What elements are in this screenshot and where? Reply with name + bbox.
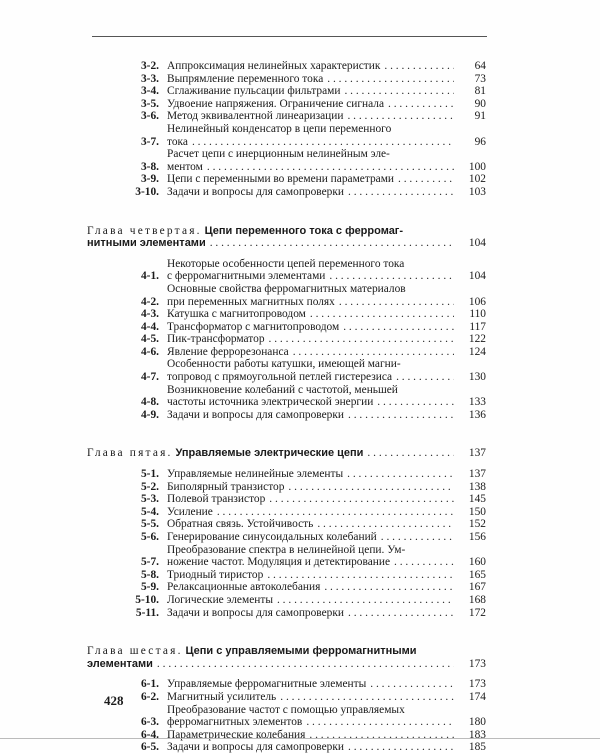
toc-entry[interactable] xyxy=(104,308,486,321)
section-title: Задачи и вопросы для самопроверки . . . xyxy=(167,186,454,199)
section-number: 5-7. xyxy=(140,556,159,569)
section-title: Метод эквивалентной линеаризации . . . xyxy=(167,110,454,123)
section-page: 81 xyxy=(474,85,486,98)
section-number: 5-10. xyxy=(135,593,159,606)
section-page: 183 xyxy=(468,728,486,741)
toc-entry[interactable] xyxy=(104,518,486,531)
section-title: Задачи и вопросы для самопроверки . . . xyxy=(167,409,454,422)
section-title: Сглаживание пульсации фильтрами . . . xyxy=(167,85,454,98)
section-page: 130 xyxy=(468,371,486,384)
section-page: 102 xyxy=(468,173,486,186)
toc-entry[interactable] xyxy=(104,569,486,582)
chapter-page: 173 xyxy=(468,657,486,670)
toc-entry[interactable] xyxy=(104,544,486,569)
section-title: Трансформатор с магнитопроводом . . . xyxy=(167,321,454,334)
section-title: Выпрямление переменного тока . . . xyxy=(167,73,454,86)
chapter-title: Цепи переменного тока с ферромаг- нитными элементами xyxy=(87,224,404,250)
section-number: 6-4. xyxy=(140,728,159,741)
section-page: 133 xyxy=(468,396,486,409)
toc-entry[interactable] xyxy=(104,729,486,742)
toc-entry[interactable] xyxy=(104,60,486,73)
section-gap xyxy=(104,619,486,631)
section-number: 4-1. xyxy=(140,270,159,283)
section-number: 3-2. xyxy=(140,60,159,72)
chapter-label: Глава шестая. xyxy=(87,645,183,658)
section-page: 173 xyxy=(468,678,486,691)
section-number: 5-8. xyxy=(140,568,159,581)
section-number: 5-6. xyxy=(140,531,159,543)
section-gap xyxy=(104,421,486,433)
toc-entry[interactable] xyxy=(104,493,486,506)
section-number: 6-1. xyxy=(140,678,159,691)
toc-entry[interactable] xyxy=(104,98,486,111)
section-number: 3-7. xyxy=(140,135,159,148)
toc-entry[interactable] xyxy=(104,531,486,544)
section-number: 6-5. xyxy=(140,741,159,754)
toc-entry[interactable] xyxy=(104,110,486,123)
section-title: Логические элементы . . . xyxy=(167,594,454,607)
chapter-title: Управляемые электрические цепи xyxy=(175,447,364,460)
section-number: 4-5. xyxy=(140,333,159,346)
section-title: Релаксационные автоколебания . . . xyxy=(167,581,454,594)
toc-entry[interactable] xyxy=(104,333,486,346)
table-of-contents xyxy=(87,60,486,754)
section-title: Пик-трансформатор . . . xyxy=(167,333,454,346)
section-title: Некоторые особенности цепей переменного тока с ферромагнитными элементами . . . xyxy=(167,258,454,283)
section-title: Удвоение напряжения. Ограничение сигнала . . . xyxy=(167,98,454,111)
section-page: 138 xyxy=(468,480,486,493)
section-page: 106 xyxy=(468,295,486,308)
section-page: 122 xyxy=(468,333,486,346)
section-number: 5-1. xyxy=(140,468,159,481)
section-page: 167 xyxy=(468,581,486,594)
section-number: 3-3. xyxy=(140,72,159,85)
chapter-label: Глава пятая. xyxy=(87,447,173,460)
toc-entry[interactable] xyxy=(104,468,486,481)
section-title: Задачи и вопросы для самопроверки . . . xyxy=(167,741,454,754)
section-number: 4-8. xyxy=(140,396,159,409)
chapter-page: 137 xyxy=(468,447,486,460)
section-page: 96 xyxy=(474,135,486,148)
section-page: 64 xyxy=(474,60,486,72)
toc-entry[interactable] xyxy=(104,123,486,148)
toc-entry[interactable] xyxy=(104,594,486,607)
section-title: Задачи и вопросы для самопроверки . . . xyxy=(167,607,454,620)
section-number: 4-3. xyxy=(140,308,159,321)
section-title: Цепи с переменными во времени параметрами . . . xyxy=(167,173,454,186)
section-page: 103 xyxy=(468,185,486,198)
section-number: 3-4. xyxy=(140,85,159,98)
section-title: Усиление . . . xyxy=(167,506,454,519)
section-page: 180 xyxy=(468,716,486,729)
section-number: 4-2. xyxy=(140,295,159,308)
section-page: 165 xyxy=(468,568,486,581)
toc-entry[interactable] xyxy=(104,409,486,422)
chapter-title: Цепи с управляемыми ферромагнитными элементами xyxy=(87,645,417,670)
section-page: 145 xyxy=(468,493,486,506)
toc-entry[interactable] xyxy=(104,186,486,199)
section-title: Преобразование спектра в нелинейной цепи. Ум- ножение частот. Модуляция и детектирование . . . xyxy=(167,544,454,569)
toc-entry[interactable] xyxy=(104,321,486,334)
section-title: Преобразование частот с помощью управляемых ферромагнитных элементов . . . xyxy=(167,704,454,729)
section-number: 5-11. xyxy=(135,606,159,619)
section-title: Катушка с магнитопроводом . . . xyxy=(167,308,454,321)
section-page: 91 xyxy=(474,110,486,123)
chapter-heading[interactable] xyxy=(87,225,486,250)
section-gap xyxy=(104,199,486,211)
chapter-title-block xyxy=(87,225,454,250)
section-number: 3-9. xyxy=(140,173,159,186)
section-page: 100 xyxy=(468,160,486,173)
section-title: Основные свойства ферромагнитных материалов при переменных магнитных полях . . . xyxy=(167,283,454,308)
toc-entry[interactable] xyxy=(104,481,486,494)
section-number: 4-9. xyxy=(140,408,159,421)
section-page: 136 xyxy=(468,408,486,421)
bottom-edge xyxy=(0,738,600,739)
chapter-heading[interactable] xyxy=(87,447,486,460)
toc-entry[interactable] xyxy=(104,741,486,754)
section-title: Возникновение колебаний с частотой, меньшей частоты источника электрической энергии . . . xyxy=(167,384,454,409)
toc-entry[interactable] xyxy=(104,607,486,620)
toc-entry[interactable] xyxy=(104,704,486,729)
section-title: Полевой транзистор . . . xyxy=(167,493,454,506)
section-page: 185 xyxy=(468,741,486,754)
section-number: 5-4. xyxy=(140,505,159,518)
section-number: 4-7. xyxy=(140,371,159,384)
section-page: 174 xyxy=(468,690,486,703)
section-page: 168 xyxy=(468,593,486,606)
section-page: 150 xyxy=(468,505,486,518)
section-title: Генерирование синусоидальных колебаний . . . xyxy=(167,531,454,544)
section-page: 156 xyxy=(468,531,486,543)
section-page: 104 xyxy=(468,270,486,283)
section-number: 3-6. xyxy=(140,110,159,123)
section-page: 137 xyxy=(468,468,486,481)
chapter-heading[interactable] xyxy=(87,645,486,670)
toc-entry[interactable] xyxy=(104,678,486,691)
chapter-title-block xyxy=(87,447,454,460)
toc-entry[interactable] xyxy=(104,73,486,86)
section-title: Особенности работы катушки, имеющей магни- топровод с прямоугольной петлей гистерезиса . . . xyxy=(167,358,454,383)
section-title: Явление феррорезонанса . . . xyxy=(167,346,454,359)
toc-entry[interactable] xyxy=(104,506,486,519)
section-page: 172 xyxy=(468,606,486,619)
chapter-page: 104 xyxy=(468,237,486,250)
top-rule xyxy=(92,36,487,37)
section-page: 110 xyxy=(469,308,486,321)
section-number: 5-5. xyxy=(140,518,159,531)
section-number: 5-3. xyxy=(140,493,159,506)
section-number: 3-5. xyxy=(140,97,159,110)
toc-entry[interactable] xyxy=(104,85,486,98)
section-number: 6-3. xyxy=(140,716,159,729)
toc-entry[interactable] xyxy=(104,384,486,409)
section-title: Триодный тиристор . . . xyxy=(167,569,454,582)
section-title: Магнитный усилитель . . . xyxy=(167,691,454,704)
section-number: 4-4. xyxy=(140,320,159,333)
section-page: 117 xyxy=(469,320,486,333)
section-number: 4-6. xyxy=(140,345,159,358)
section-number: 3-8. xyxy=(140,160,159,173)
section-page: 152 xyxy=(468,518,486,531)
toc-entry[interactable] xyxy=(104,581,486,594)
chapter-title-block xyxy=(87,645,454,670)
section-title: Биполярный транзистор . . . xyxy=(167,481,454,494)
section-title: Управляемые нелинейные элементы . . . xyxy=(167,468,454,481)
section-number: 6-2. xyxy=(140,690,159,703)
section-title: Параметрические колебания . . . xyxy=(167,729,454,742)
toc-entry[interactable] xyxy=(104,346,486,359)
section-title: Обратная связь. Устойчивость . . . xyxy=(167,518,454,531)
section-title: Аппроксимация нелинейных характеристик . . . xyxy=(167,60,454,73)
section-number: 5-2. xyxy=(140,480,159,493)
section-number: 5-9. xyxy=(140,581,159,594)
toc-entry[interactable] xyxy=(104,258,486,283)
toc-entry[interactable] xyxy=(104,283,486,308)
toc-entry[interactable] xyxy=(104,358,486,383)
section-page: 160 xyxy=(468,556,486,569)
section-page: 90 xyxy=(474,97,486,110)
section-title: Управляемые ферромагнитные элементы . . . xyxy=(167,678,454,691)
page-number: 428 xyxy=(104,693,124,708)
toc-entry[interactable] xyxy=(104,173,486,186)
section-number: 3-10. xyxy=(135,185,159,198)
section-title: Расчет цепи с инерционным нелинейным эле- ментом . . . xyxy=(167,148,454,173)
section-page: 73 xyxy=(474,72,486,85)
toc-entry[interactable] xyxy=(104,691,486,704)
chapter-label: Глава четвертая. xyxy=(87,224,202,237)
toc-entry[interactable] xyxy=(104,148,486,173)
section-title: Нелинейный конденсатор в цепи переменного тока . . . xyxy=(167,123,454,148)
section-page: 124 xyxy=(468,345,486,358)
